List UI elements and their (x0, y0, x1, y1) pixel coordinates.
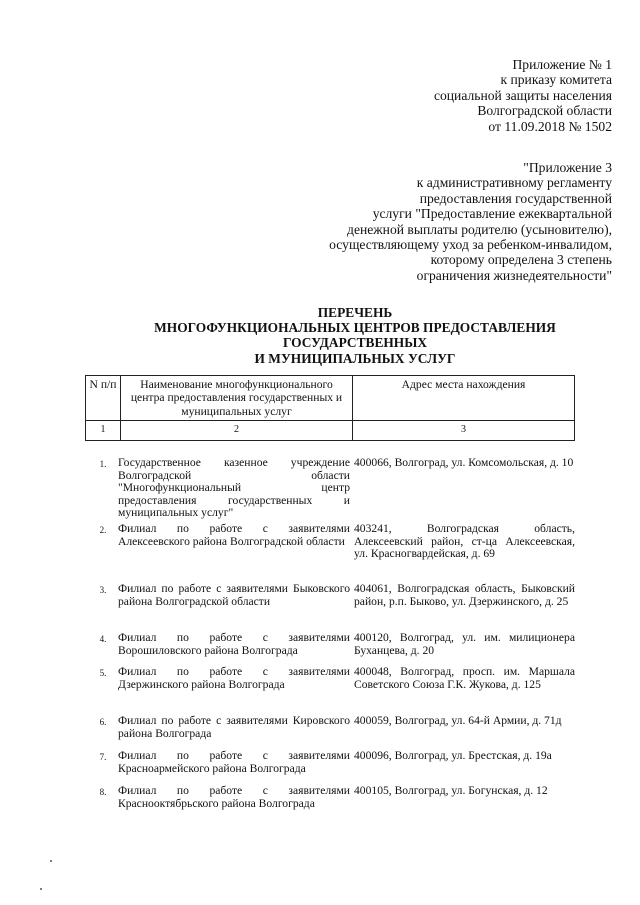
column-number: 3 (353, 421, 575, 440)
row-number: 1. (99, 459, 107, 469)
document-title (150, 305, 560, 366)
center-address: 400048, Волгоград, просп. им. Маршала Советского Союза Г.К. Жукова, д. 125 (354, 665, 575, 691)
appendix-3-line: услуги "Предоставление ежеквартальной (372, 206, 612, 222)
table-row (88, 715, 575, 750)
table-row (88, 523, 575, 583)
center-address: 403241, Волгоградская область, Алексеевский район, ст-ца Алексеевская, ул. Красногвардейская, д. 69 (354, 522, 575, 561)
table-row (88, 632, 575, 666)
table-row (88, 750, 575, 785)
center-name: Филиал по работе с заявителями Красноармейского района Волгограда (118, 749, 350, 775)
header-num: N п/п (86, 376, 121, 421)
center-name: Филиал по работе с заявителями Алексеевского района Волгоградской области (118, 522, 350, 548)
table-row (88, 666, 575, 715)
header-address: Адрес места нахождения (353, 376, 575, 421)
appendix-3-line: осуществляющему уход за ребенком-инвалидом, (329, 237, 612, 253)
table-row (88, 583, 575, 632)
appendix-3-line: денежной выплаты родителю (усыновителю), (347, 221, 612, 237)
appendix-1-line: от 11.09.2018 № 1502 (488, 118, 612, 134)
table-row (88, 785, 575, 820)
table-row (88, 457, 575, 523)
center-name: Государственное казенное учреждение Волгоградской области "Многофункциональный центр предоставления государственных и муниципальных услуг" (118, 456, 350, 520)
title-line: МНОГОФУНКЦИОНАЛЬНЫХ ЦЕНТРОВ ПРЕДОСТАВЛЕНИЯ (154, 320, 556, 336)
header-name: Наименование многофункционального центра предоставления государственных и муниципальных услуг (121, 376, 353, 421)
title-line: И МУНИЦИПАЛЬНЫХ УСЛУГ (254, 350, 456, 366)
appendix-3-line: ограничения жизнедеятельности" (416, 267, 612, 283)
center-address: 400096, Волгоград, ул. Брестская, д. 19а (354, 749, 552, 762)
center-name: Филиал по работе с заявителями Дзержинского района Волгограда (118, 665, 350, 691)
center-name: Филиал по работе с заявителями Краснооктябрьского района Волгограда (118, 784, 350, 810)
center-address: 400105, Волгоград, ул. Богунская, д. 12 (354, 784, 548, 797)
header-row (86, 376, 575, 421)
column-number: 1 (86, 421, 121, 440)
row-number: 7. (99, 752, 107, 762)
appendix-1-line: социальной защиты населения (433, 87, 612, 103)
center-address: 400066, Волгоград, ул. Комсомольская, д. 10 (354, 456, 574, 469)
appendix-1-line: Приложение № 1 (512, 57, 612, 72)
center-name: Филиал по работе с заявителями Кировского района Волгограда (118, 714, 350, 740)
center-address: 404061, Волгоградская область, Быковский район, р.п. Быково, ул. Дзержинского, д. 25 (354, 582, 575, 608)
title-line: ГОСУДАРСТВЕННЫХ (282, 335, 428, 351)
row-number: 6. (99, 717, 107, 727)
row-number: 8. (99, 787, 107, 797)
appendix-1-header (434, 57, 612, 134)
column-number: 2 (121, 421, 353, 440)
center-name: Филиал по работе с заявителями Быковского района Волгоградской области (118, 582, 350, 608)
appendix-1-line: к приказу комитета (500, 72, 612, 88)
appendix-1-line: Волгоградской области (477, 103, 612, 119)
center-address: 400120, Волгоград, ул. им. милиционера Буханцева, д. 20 (354, 631, 575, 657)
scan-speck (40, 888, 42, 890)
appendix-3-line: к административному регламенту (416, 175, 612, 191)
appendix-3-line: "Приложение 3 (523, 160, 612, 175)
row-number: 5. (99, 668, 107, 678)
appendix-3-line: предоставления государственной (419, 190, 612, 206)
row-number: 3. (99, 585, 107, 595)
appendix-3-header (329, 160, 612, 283)
appendix-3-line: которому определена 3 степень (430, 252, 612, 268)
table-body (88, 457, 575, 820)
center-address: 400059, Волгоград, ул. 64-й Армии, д. 71д (354, 714, 562, 727)
scan-speck (50, 860, 52, 862)
column-number-row (86, 421, 575, 440)
row-number: 2. (99, 525, 107, 535)
title-line: ПЕРЕЧЕНЬ (317, 305, 393, 320)
row-number: 4. (99, 634, 107, 644)
center-name: Филиал по работе с заявителями Ворошиловского района Волгограда (118, 631, 350, 657)
table-header (85, 375, 575, 441)
